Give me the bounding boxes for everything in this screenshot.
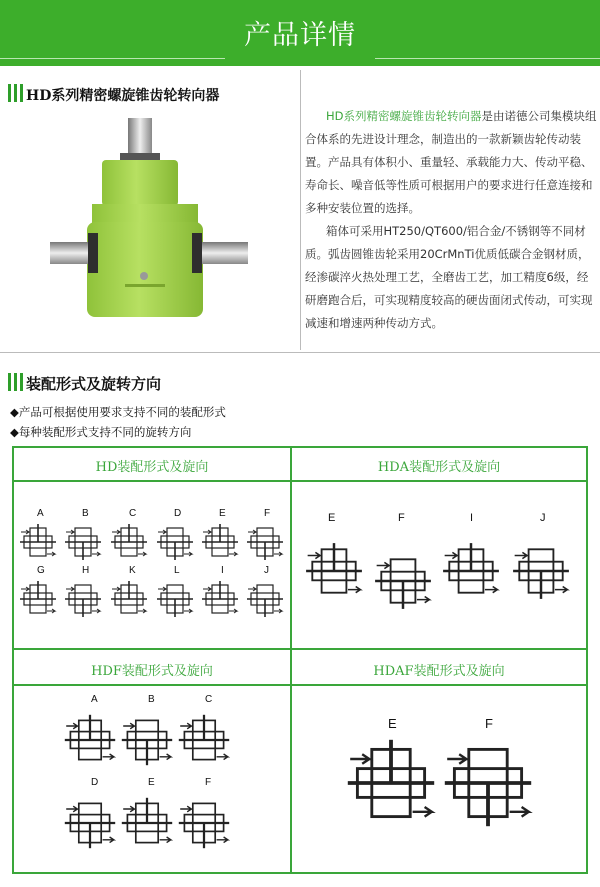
- panel-caption-hdf: HDF装配形式及旋向: [91, 664, 213, 679]
- product-heading: HD系列精密螺旋锥齿轮转向器: [26, 88, 220, 104]
- section-divider: [0, 352, 600, 353]
- hdf-label-d: D: [91, 777, 99, 788]
- assembly-diagram: [62, 705, 118, 775]
- assembly-diagram: [155, 520, 195, 564]
- desc-highlight: HD系列精密螺旋锥齿轮转向器: [326, 109, 482, 123]
- hda-label-f: F: [398, 512, 405, 524]
- hdaf-label-e: E: [388, 716, 397, 731]
- column-divider: [300, 70, 301, 350]
- banner-title: 产品详情: [244, 20, 356, 51]
- assembly-diagram: [119, 705, 175, 775]
- banner-rule-left: [0, 58, 225, 59]
- assembly-diagram: [18, 520, 58, 564]
- assembly-diagram: [372, 545, 434, 617]
- hd-label-d: D: [174, 508, 182, 519]
- gearbox-product-image: [40, 108, 280, 333]
- header-banner: [0, 0, 600, 66]
- desc-p1-text: 是由诺德公司集模块组合体系的先进设计理念，制造出的一款新颖齿轮传动装置。产品具有体积小、重量轻、承载能力大、传动平稳、寿命长、噪音低等性质可根据用户的要求进行任意连接和多种安装位置的选择。: [305, 109, 597, 215]
- caption-rule: [12, 480, 588, 482]
- assembly-diagram: [62, 788, 118, 858]
- assembly-diagram: [176, 705, 232, 775]
- hd-label-b: B: [82, 508, 89, 519]
- desc-paragraph-1: [305, 105, 598, 220]
- hda-label-i: I: [470, 512, 474, 524]
- assembly-diagram: [440, 733, 536, 833]
- hdaf-label-f: F: [485, 716, 493, 731]
- hda-label-j: J: [540, 512, 546, 524]
- assembly-diagram: [200, 520, 240, 564]
- panel-caption-hdaf: HDAF装配形式及旋向: [373, 664, 505, 679]
- caption-rule: [12, 684, 588, 686]
- hd-label-k: K: [129, 565, 136, 576]
- assembly-diagram: [155, 577, 195, 621]
- hdf-label-b: B: [148, 694, 155, 705]
- panel-caption-hd: HD装配形式及旋向: [95, 460, 209, 475]
- panel-caption-hda: HDA装配形式及旋向: [377, 460, 501, 475]
- banner-rule-right: [375, 58, 600, 59]
- hd-label-g: G: [37, 565, 45, 576]
- assembly-diagram: [63, 577, 103, 621]
- hd-label-j: J: [264, 565, 269, 576]
- assembly-diagram: [245, 520, 285, 564]
- hdf-label-c: C: [205, 694, 213, 705]
- assembly-diagram: [119, 788, 175, 858]
- assembly-diagram: [440, 535, 502, 607]
- hd-label-c: C: [129, 508, 137, 519]
- hd-label-f: F: [264, 508, 271, 519]
- assembly-diagram: [510, 535, 572, 607]
- section-marker-icon: [8, 84, 23, 102]
- assembly-diagram: [18, 577, 58, 621]
- hdf-label-f: F: [205, 777, 212, 788]
- hd-label-a: A: [37, 508, 44, 519]
- assembly-diagram: [200, 577, 240, 621]
- hd-label-i: I: [221, 565, 224, 576]
- assembly-heading: 装配形式及旋转方向: [26, 375, 162, 393]
- desc-paragraph-2: 箱体可采用HT250/QT600/铝合金/不锈钢等不同材质。弧齿圆锥齿轮采用20CrMnTi优质低碳合金钢材质，经渗碳淬火热处理工艺，全磨齿工艺，加工精度6级，经研磨跑合后，可实现精度较高的硬齿面闭式传动，可实现减速和增速两种传动方式。: [305, 224, 593, 330]
- hd-label-l: L: [174, 565, 180, 576]
- assembly-diagram: [303, 535, 365, 607]
- hdf-label-e: E: [148, 777, 155, 788]
- hda-label-e: E: [328, 512, 336, 524]
- grid-divider-horizontal: [12, 648, 588, 650]
- assembly-diagram: [109, 520, 149, 564]
- assembly-diagram: [109, 577, 149, 621]
- assembly-diagram: [176, 788, 232, 858]
- hdf-label-a: A: [91, 694, 98, 705]
- assembly-diagram: [343, 733, 439, 833]
- bullet-2: ◆每种装配形式支持不同的旋转方向: [10, 425, 192, 439]
- product-description: [305, 105, 598, 335]
- hd-label-h: H: [82, 565, 90, 576]
- hd-label-e: E: [219, 508, 226, 519]
- section-marker-icon: [8, 373, 23, 391]
- assembly-diagram: [63, 520, 103, 564]
- bullet-1: ◆产品可根据使用要求支持不同的装配形式: [10, 405, 226, 419]
- assembly-diagram: [245, 577, 285, 621]
